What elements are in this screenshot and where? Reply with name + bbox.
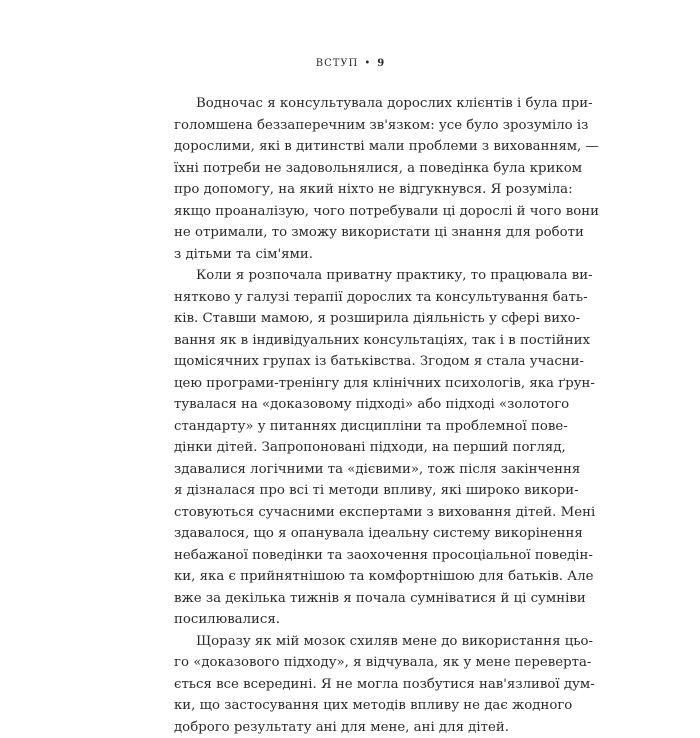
running-head (0, 58, 700, 69)
text-line: небажаної поведінки та заохочення просоціальної поведін- (174, 545, 526, 567)
text-line: здавалися логічними та «дієвими», тож після закінчення (174, 459, 526, 481)
text-line: ки, яка є прийнятнішою та комфортнішою для батьків. Але (174, 566, 526, 588)
text-line: ків. Ставши мамою, я розширила діяльність у сфері вихо- (174, 308, 526, 330)
text-line: вже за декілька тижнів я почала сумніватися й ці сумніви (174, 588, 526, 610)
text-line: Щоразу як мій мозок схиляв мене до використання цьо- (174, 631, 526, 653)
text-line: нятково у галузі терапії дорослих та консультування бать- (174, 287, 526, 309)
text-line: Водночас я консультувала дорослих клієнтів і була при- (174, 93, 526, 115)
text-line: Коли я розпочала приватну практику, то працювала ви- (174, 265, 526, 287)
paragraph (174, 265, 526, 631)
text-line: го «доказового підходу», я відчувала, як у мене переверта- (174, 652, 526, 674)
text-line: щомісячних групах із батьківства. Згодом я стала учасни- (174, 351, 526, 373)
text-line: тувалася на «доказовому підході» або підході «золотого (174, 394, 526, 416)
text-line: з дітьми та сім'ями. (174, 244, 526, 266)
text-line: я дізналася про всі ті методи впливу, які широко викори- (174, 480, 526, 502)
body-text (174, 93, 526, 738)
text-line: дорослими, які в дитинстві мали проблеми з вихованням, — (174, 136, 526, 158)
text-line: вання як в індивідуальних консультаціях, так і в постійних (174, 330, 526, 352)
text-line: дінки дітей. Запропоновані підходи, на перший погляд, (174, 437, 526, 459)
text-line: цею програми-тренінгу для клінічних психологів, яка ґрун- (174, 373, 526, 395)
paragraph (174, 631, 526, 738)
text-line: доброго результату ані для мене, ані для дітей. (174, 717, 526, 738)
text-line: якщо проаналізую, чого потребували ці дорослі й чого вони (174, 201, 526, 223)
text-line: стандарту» у питаннях дисципліни та проблемної пове- (174, 416, 526, 438)
text-line: ється все всередині. Я не могла позбутися нав'язливої дум- (174, 674, 526, 696)
text-line: стовуються сучасними експертами з виховання дітей. Мені (174, 502, 526, 524)
header-separator: • (364, 58, 371, 69)
text-line: про допомогу, на який ніхто не відгукнувся. Я розуміла: (174, 179, 526, 201)
section-title: ВСТУП (316, 58, 359, 69)
text-line: посилювалися. (174, 609, 526, 631)
page-number: 9 (377, 58, 384, 69)
paragraph (174, 93, 526, 265)
text-line: голомшена беззаперечним зв'язком: усе було зрозуміло із (174, 115, 526, 137)
text-line: не отримали, то зможу використати ці знання для роботи (174, 222, 526, 244)
text-line: ки, що застосування цих методів впливу не дає жодного (174, 695, 526, 717)
text-line: їхні потреби не задовольнялися, а поведінка була криком (174, 158, 526, 180)
text-line: здавалося, що я опанувала ідеальну систему викорінення (174, 523, 526, 545)
